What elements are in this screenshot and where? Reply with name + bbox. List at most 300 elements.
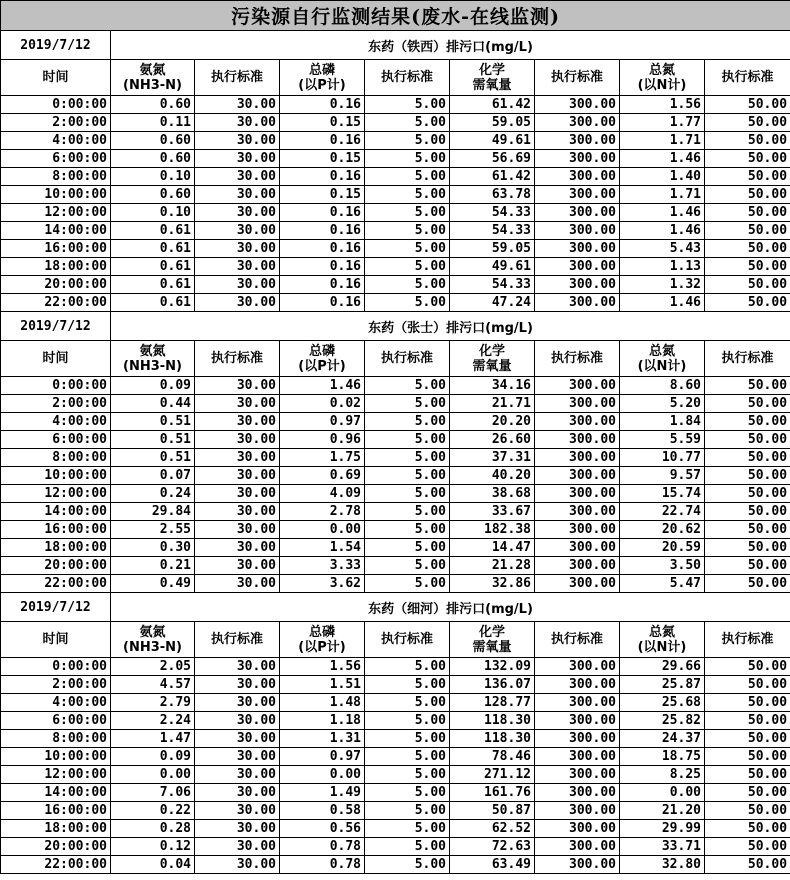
time-cell: 22:00:00 xyxy=(1,856,111,874)
time-cell: 0:00:00 xyxy=(1,377,111,395)
value-cell: 0.60 xyxy=(111,150,195,168)
value-cell: 1.18 xyxy=(280,712,365,730)
table-row xyxy=(1,575,790,593)
table-row xyxy=(1,676,790,694)
value-cell: 0.02 xyxy=(280,395,365,413)
column-header xyxy=(535,622,620,658)
table-row xyxy=(1,150,790,168)
value-cell: 300.00 xyxy=(535,449,620,467)
value-cell: 1.77 xyxy=(620,114,705,132)
table-row xyxy=(1,539,790,557)
column-header-line1: 总氮 xyxy=(648,343,675,359)
value-cell: 0.78 xyxy=(280,856,365,874)
value-cell: 2.55 xyxy=(111,521,195,539)
value-cell: 300.00 xyxy=(535,694,620,712)
value-cell: 1.56 xyxy=(620,96,705,114)
value-cell: 5.00 xyxy=(365,676,450,694)
column-header-line2: (以P计) xyxy=(298,358,346,374)
value-cell: 30.00 xyxy=(195,521,280,539)
value-cell: 50.00 xyxy=(705,838,790,856)
value-cell: 5.00 xyxy=(365,557,450,575)
time-cell: 6:00:00 xyxy=(1,431,111,449)
value-cell: 0.61 xyxy=(111,240,195,258)
column-header-line1: 时间 xyxy=(42,632,69,647)
column-header-row xyxy=(1,341,790,377)
outlet-name: 东药（张士）排污口(mg/L) xyxy=(111,312,790,341)
value-cell: 50.00 xyxy=(705,712,790,730)
value-cell: 0.60 xyxy=(111,132,195,150)
value-cell: 300.00 xyxy=(535,258,620,276)
table-row xyxy=(1,132,790,150)
column-header-line1: 执行标准 xyxy=(210,351,263,366)
outlet-name: 东药（铁西）排污口(mg/L) xyxy=(111,31,790,60)
value-cell: 0.61 xyxy=(111,276,195,294)
value-cell: 50.00 xyxy=(705,96,790,114)
time-cell: 12:00:00 xyxy=(1,766,111,784)
value-cell: 5.00 xyxy=(365,96,450,114)
value-cell: 30.00 xyxy=(195,186,280,204)
time-cell: 18:00:00 xyxy=(1,258,111,276)
column-header-line1: 执行标准 xyxy=(380,351,433,366)
value-cell: 50.00 xyxy=(705,730,790,748)
value-cell: 0.10 xyxy=(111,204,195,222)
time-cell: 14:00:00 xyxy=(1,222,111,240)
value-cell: 1.46 xyxy=(620,222,705,240)
time-cell: 8:00:00 xyxy=(1,730,111,748)
column-header-line1: 总磷 xyxy=(308,624,335,640)
value-cell: 30.00 xyxy=(195,395,280,413)
value-cell: 1.49 xyxy=(280,784,365,802)
table-row xyxy=(1,377,790,395)
time-cell: 4:00:00 xyxy=(1,694,111,712)
column-header-line1: 氨氮 xyxy=(139,343,166,359)
value-cell: 1.46 xyxy=(620,150,705,168)
value-cell: 5.20 xyxy=(620,395,705,413)
column-header-line2: 需氧量 xyxy=(472,77,512,93)
value-cell: 0.16 xyxy=(280,258,365,276)
value-cell: 30.00 xyxy=(195,676,280,694)
value-cell: 30.00 xyxy=(195,694,280,712)
value-cell: 0.97 xyxy=(280,748,365,766)
section-header-row xyxy=(1,312,790,341)
value-cell: 5.00 xyxy=(365,539,450,557)
time-cell: 22:00:00 xyxy=(1,294,111,312)
column-header-line1: 化学 xyxy=(478,343,505,359)
table-row xyxy=(1,820,790,838)
value-cell: 50.00 xyxy=(705,132,790,150)
value-cell: 300.00 xyxy=(535,222,620,240)
value-cell: 0.16 xyxy=(280,276,365,294)
value-cell: 5.00 xyxy=(365,204,450,222)
value-cell: 5.00 xyxy=(365,658,450,676)
value-cell: 30.00 xyxy=(195,294,280,312)
time-cell: 6:00:00 xyxy=(1,150,111,168)
time-cell: 10:00:00 xyxy=(1,748,111,766)
value-cell: 78.46 xyxy=(450,748,535,766)
value-cell: 0.15 xyxy=(280,186,365,204)
value-cell: 30.00 xyxy=(195,820,280,838)
value-cell: 132.09 xyxy=(450,658,535,676)
column-header-line1: 执行标准 xyxy=(210,632,263,647)
value-cell: 0.78 xyxy=(280,838,365,856)
table-row xyxy=(1,431,790,449)
value-cell: 5.00 xyxy=(365,694,450,712)
value-cell: 300.00 xyxy=(535,204,620,222)
value-cell: 1.40 xyxy=(620,168,705,186)
value-cell: 18.75 xyxy=(620,748,705,766)
value-cell: 54.33 xyxy=(450,204,535,222)
value-cell: 25.68 xyxy=(620,694,705,712)
value-cell: 1.84 xyxy=(620,413,705,431)
time-cell: 16:00:00 xyxy=(1,240,111,258)
table-row xyxy=(1,838,790,856)
value-cell: 50.00 xyxy=(705,784,790,802)
value-cell: 29.66 xyxy=(620,658,705,676)
value-cell: 50.00 xyxy=(705,276,790,294)
value-cell: 5.00 xyxy=(365,132,450,150)
value-cell: 300.00 xyxy=(535,730,620,748)
table-row xyxy=(1,485,790,503)
value-cell: 3.62 xyxy=(280,575,365,593)
value-cell: 5.00 xyxy=(365,222,450,240)
column-header-line1: 总氮 xyxy=(648,624,675,640)
value-cell: 21.20 xyxy=(620,802,705,820)
value-cell: 33.67 xyxy=(450,503,535,521)
table-row xyxy=(1,449,790,467)
column-header xyxy=(450,341,535,377)
value-cell: 0.04 xyxy=(111,856,195,874)
value-cell: 50.00 xyxy=(705,521,790,539)
value-cell: 5.00 xyxy=(365,449,450,467)
column-header-line1: 总磷 xyxy=(308,343,335,359)
value-cell: 5.00 xyxy=(365,712,450,730)
value-cell: 50.00 xyxy=(705,150,790,168)
value-cell: 10.77 xyxy=(620,449,705,467)
column-header-row xyxy=(1,622,790,658)
value-cell: 300.00 xyxy=(535,521,620,539)
value-cell: 300.00 xyxy=(535,168,620,186)
value-cell: 29.99 xyxy=(620,820,705,838)
time-cell: 18:00:00 xyxy=(1,820,111,838)
value-cell: 182.38 xyxy=(450,521,535,539)
value-cell: 50.00 xyxy=(705,539,790,557)
column-header xyxy=(450,622,535,658)
value-cell: 7.06 xyxy=(111,784,195,802)
table-row xyxy=(1,258,790,276)
value-cell: 1.32 xyxy=(620,276,705,294)
value-cell: 0.24 xyxy=(111,485,195,503)
value-cell: 0.61 xyxy=(111,222,195,240)
value-cell: 63.49 xyxy=(450,856,535,874)
table-row xyxy=(1,204,790,222)
column-header xyxy=(705,60,790,96)
value-cell: 0.69 xyxy=(280,467,365,485)
column-header xyxy=(195,60,280,96)
value-cell: 5.00 xyxy=(365,276,450,294)
value-cell: 50.00 xyxy=(705,222,790,240)
column-header-line2: (以N计) xyxy=(637,77,687,93)
table-row xyxy=(1,467,790,485)
value-cell: 62.52 xyxy=(450,820,535,838)
table-row xyxy=(1,240,790,258)
column-header-line2: (NH3-N) xyxy=(123,358,182,374)
value-cell: 30.00 xyxy=(195,575,280,593)
value-cell: 300.00 xyxy=(535,784,620,802)
value-cell: 30.00 xyxy=(195,658,280,676)
column-header xyxy=(1,341,111,377)
column-header xyxy=(450,60,535,96)
value-cell: 30.00 xyxy=(195,258,280,276)
value-cell: 0.44 xyxy=(111,395,195,413)
value-cell: 32.86 xyxy=(450,575,535,593)
value-cell: 8.60 xyxy=(620,377,705,395)
column-header-line1: 执行标准 xyxy=(380,70,433,85)
column-header-line1: 氨氮 xyxy=(139,624,166,640)
value-cell: 2.79 xyxy=(111,694,195,712)
time-cell: 12:00:00 xyxy=(1,204,111,222)
value-cell: 0.00 xyxy=(111,766,195,784)
time-cell: 8:00:00 xyxy=(1,449,111,467)
column-header-row xyxy=(1,60,790,96)
value-cell: 50.00 xyxy=(705,557,790,575)
value-cell: 2.24 xyxy=(111,712,195,730)
value-cell: 5.00 xyxy=(365,521,450,539)
value-cell: 5.00 xyxy=(365,467,450,485)
table-row xyxy=(1,784,790,802)
value-cell: 30.00 xyxy=(195,413,280,431)
value-cell: 5.00 xyxy=(365,820,450,838)
value-cell: 0.00 xyxy=(280,766,365,784)
value-cell: 2.78 xyxy=(280,503,365,521)
value-cell: 300.00 xyxy=(535,820,620,838)
column-header-line2: (以P计) xyxy=(298,639,346,655)
time-cell: 16:00:00 xyxy=(1,521,111,539)
value-cell: 0.51 xyxy=(111,449,195,467)
value-cell: 54.33 xyxy=(450,276,535,294)
column-header xyxy=(195,622,280,658)
value-cell: 0.16 xyxy=(280,222,365,240)
column-header-line2: (以P计) xyxy=(298,77,346,93)
table-row xyxy=(1,186,790,204)
time-cell: 20:00:00 xyxy=(1,557,111,575)
value-cell: 0.16 xyxy=(280,294,365,312)
value-cell: 5.00 xyxy=(365,766,450,784)
value-cell: 1.31 xyxy=(280,730,365,748)
value-cell: 1.56 xyxy=(280,658,365,676)
table-row xyxy=(1,766,790,784)
section-date: 2019/7/12 xyxy=(1,593,111,622)
value-cell: 0.00 xyxy=(620,784,705,802)
value-cell: 1.46 xyxy=(620,294,705,312)
value-cell: 0.49 xyxy=(111,575,195,593)
value-cell: 63.78 xyxy=(450,186,535,204)
value-cell: 0.28 xyxy=(111,820,195,838)
time-cell: 4:00:00 xyxy=(1,132,111,150)
value-cell: 50.00 xyxy=(705,431,790,449)
time-cell: 8:00:00 xyxy=(1,168,111,186)
column-header-line1: 执行标准 xyxy=(550,351,603,366)
table-row xyxy=(1,96,790,114)
value-cell: 5.00 xyxy=(365,150,450,168)
outlet-name: 东药（细河）排污口(mg/L) xyxy=(111,593,790,622)
value-cell: 0.61 xyxy=(111,258,195,276)
time-cell: 2:00:00 xyxy=(1,676,111,694)
value-cell: 5.00 xyxy=(365,748,450,766)
value-cell: 5.00 xyxy=(365,168,450,186)
value-cell: 1.46 xyxy=(280,377,365,395)
column-header xyxy=(111,60,195,96)
value-cell: 22.74 xyxy=(620,503,705,521)
value-cell: 50.00 xyxy=(705,467,790,485)
value-cell: 300.00 xyxy=(535,676,620,694)
value-cell: 136.07 xyxy=(450,676,535,694)
time-cell: 0:00:00 xyxy=(1,96,111,114)
value-cell: 54.33 xyxy=(450,222,535,240)
value-cell: 3.33 xyxy=(280,557,365,575)
value-cell: 24.37 xyxy=(620,730,705,748)
value-cell: 14.47 xyxy=(450,539,535,557)
value-cell: 50.00 xyxy=(705,485,790,503)
value-cell: 0.15 xyxy=(280,150,365,168)
value-cell: 271.12 xyxy=(450,766,535,784)
column-header xyxy=(620,60,705,96)
value-cell: 300.00 xyxy=(535,838,620,856)
value-cell: 1.71 xyxy=(620,132,705,150)
value-cell: 30.00 xyxy=(195,485,280,503)
value-cell: 9.57 xyxy=(620,467,705,485)
section-header-row xyxy=(1,31,790,60)
value-cell: 30.00 xyxy=(195,96,280,114)
value-cell: 40.20 xyxy=(450,467,535,485)
value-cell: 0.21 xyxy=(111,557,195,575)
value-cell: 50.87 xyxy=(450,802,535,820)
value-cell: 38.68 xyxy=(450,485,535,503)
value-cell: 30.00 xyxy=(195,748,280,766)
value-cell: 0.22 xyxy=(111,802,195,820)
value-cell: 50.00 xyxy=(705,449,790,467)
value-cell: 37.31 xyxy=(450,449,535,467)
value-cell: 50.00 xyxy=(705,204,790,222)
time-cell: 4:00:00 xyxy=(1,413,111,431)
column-header xyxy=(195,341,280,377)
column-header-line1: 执行标准 xyxy=(380,632,433,647)
column-header-line1: 总磷 xyxy=(308,62,335,78)
value-cell: 30.00 xyxy=(195,114,280,132)
column-header xyxy=(620,341,705,377)
value-cell: 50.00 xyxy=(705,575,790,593)
value-cell: 49.61 xyxy=(450,132,535,150)
value-cell: 21.71 xyxy=(450,395,535,413)
value-cell: 0.16 xyxy=(280,240,365,258)
value-cell: 5.00 xyxy=(365,114,450,132)
table-body xyxy=(1,1,790,874)
value-cell: 300.00 xyxy=(535,413,620,431)
value-cell: 49.61 xyxy=(450,258,535,276)
value-cell: 50.00 xyxy=(705,694,790,712)
column-header-line1: 氨氮 xyxy=(139,62,166,78)
time-cell: 2:00:00 xyxy=(1,395,111,413)
value-cell: 300.00 xyxy=(535,294,620,312)
table-row xyxy=(1,748,790,766)
value-cell: 8.25 xyxy=(620,766,705,784)
table-row xyxy=(1,557,790,575)
value-cell: 47.24 xyxy=(450,294,535,312)
time-cell: 14:00:00 xyxy=(1,503,111,521)
value-cell: 5.00 xyxy=(365,395,450,413)
table-row xyxy=(1,276,790,294)
time-cell: 16:00:00 xyxy=(1,802,111,820)
value-cell: 1.47 xyxy=(111,730,195,748)
value-cell: 50.00 xyxy=(705,114,790,132)
value-cell: 50.00 xyxy=(705,820,790,838)
value-cell: 21.28 xyxy=(450,557,535,575)
value-cell: 50.00 xyxy=(705,766,790,784)
value-cell: 30.00 xyxy=(195,557,280,575)
value-cell: 30.00 xyxy=(195,168,280,186)
value-cell: 50.00 xyxy=(705,503,790,521)
time-cell: 6:00:00 xyxy=(1,712,111,730)
value-cell: 34.16 xyxy=(450,377,535,395)
column-header-line2: 需氧量 xyxy=(472,639,512,655)
value-cell: 5.00 xyxy=(365,240,450,258)
value-cell: 25.87 xyxy=(620,676,705,694)
table-row xyxy=(1,114,790,132)
column-header xyxy=(365,60,450,96)
column-header xyxy=(111,341,195,377)
table-row xyxy=(1,395,790,413)
value-cell: 300.00 xyxy=(535,557,620,575)
value-cell: 300.00 xyxy=(535,114,620,132)
value-cell: 5.00 xyxy=(365,377,450,395)
value-cell: 61.42 xyxy=(450,168,535,186)
time-cell: 18:00:00 xyxy=(1,539,111,557)
value-cell: 30.00 xyxy=(195,766,280,784)
value-cell: 2.05 xyxy=(111,658,195,676)
column-header xyxy=(280,60,365,96)
value-cell: 30.00 xyxy=(195,856,280,874)
value-cell: 4.57 xyxy=(111,676,195,694)
value-cell: 0.16 xyxy=(280,132,365,150)
section-date: 2019/7/12 xyxy=(1,31,111,60)
value-cell: 0.09 xyxy=(111,748,195,766)
value-cell: 30.00 xyxy=(195,377,280,395)
table-row xyxy=(1,730,790,748)
value-cell: 29.84 xyxy=(111,503,195,521)
column-header-line2: (以N计) xyxy=(637,639,687,655)
value-cell: 0.07 xyxy=(111,467,195,485)
table-row xyxy=(1,802,790,820)
value-cell: 15.74 xyxy=(620,485,705,503)
value-cell: 5.47 xyxy=(620,575,705,593)
value-cell: 161.76 xyxy=(450,784,535,802)
value-cell: 300.00 xyxy=(535,575,620,593)
value-cell: 30.00 xyxy=(195,730,280,748)
value-cell: 300.00 xyxy=(535,856,620,874)
column-header-line1: 总氮 xyxy=(648,62,675,78)
section-header-row xyxy=(1,593,790,622)
column-header-line2: (以N计) xyxy=(637,358,687,374)
column-header xyxy=(280,341,365,377)
value-cell: 300.00 xyxy=(535,467,620,485)
value-cell: 56.69 xyxy=(450,150,535,168)
value-cell: 30.00 xyxy=(195,240,280,258)
column-header xyxy=(1,60,111,96)
time-cell: 20:00:00 xyxy=(1,276,111,294)
column-header-line1: 执行标准 xyxy=(550,632,603,647)
table-row xyxy=(1,658,790,676)
value-cell: 300.00 xyxy=(535,766,620,784)
value-cell: 5.00 xyxy=(365,186,450,204)
